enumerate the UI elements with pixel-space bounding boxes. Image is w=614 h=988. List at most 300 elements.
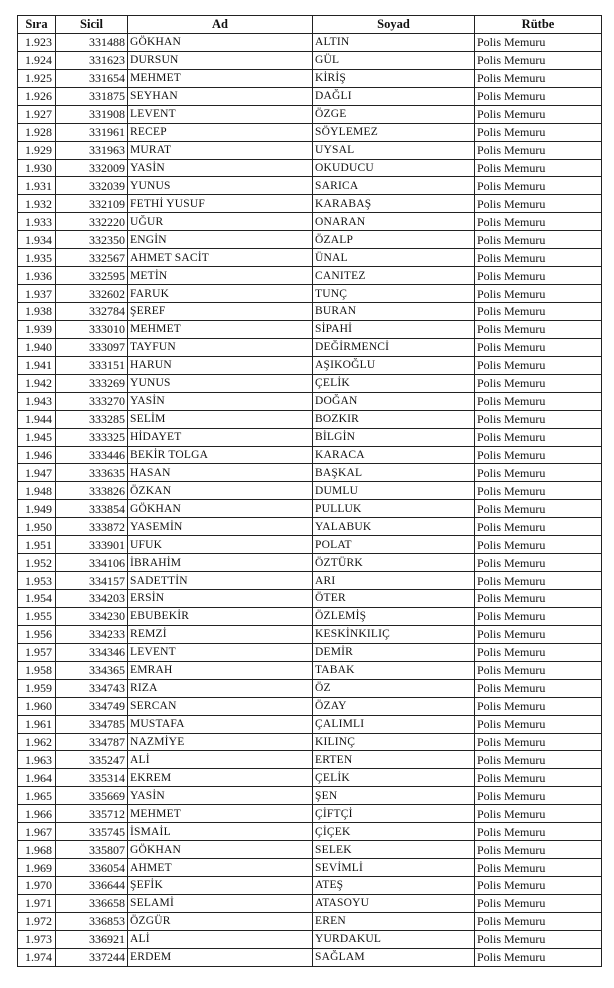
table-row bbox=[18, 303, 602, 321]
cell-rutbe: Polis Memuru bbox=[475, 894, 602, 912]
cell-rutbe: Polis Memuru bbox=[475, 930, 602, 948]
cell-sicil: 333325 bbox=[56, 428, 128, 446]
cell-sicil: 333635 bbox=[56, 464, 128, 482]
cell-sira: 1.925 bbox=[18, 69, 56, 87]
cell-sira: 1.923 bbox=[18, 33, 56, 51]
cell-ad: UFUK bbox=[128, 536, 313, 554]
cell-rutbe: Polis Memuru bbox=[475, 625, 602, 643]
cell-sicil: 331961 bbox=[56, 123, 128, 141]
table-row bbox=[18, 320, 602, 338]
cell-rutbe: Polis Memuru bbox=[475, 159, 602, 177]
cell-sira: 1.939 bbox=[18, 320, 56, 338]
table-row bbox=[18, 33, 602, 51]
cell-sira: 1.949 bbox=[18, 500, 56, 518]
cell-rutbe: Polis Memuru bbox=[475, 733, 602, 751]
cell-sira: 1.940 bbox=[18, 338, 56, 356]
cell-rutbe: Polis Memuru bbox=[475, 715, 602, 733]
cell-sira: 1.946 bbox=[18, 446, 56, 464]
cell-soyad: UYSAL bbox=[313, 141, 475, 159]
cell-soyad: ÖZ bbox=[313, 679, 475, 697]
cell-ad: ERSİN bbox=[128, 590, 313, 608]
cell-soyad: DUMLU bbox=[313, 482, 475, 500]
table-row bbox=[18, 643, 602, 661]
cell-ad: ALİ bbox=[128, 930, 313, 948]
personnel-list-sheet bbox=[17, 15, 601, 967]
cell-sicil: 334230 bbox=[56, 607, 128, 625]
cell-ad: HARUN bbox=[128, 356, 313, 374]
cell-ad: YASİN bbox=[128, 787, 313, 805]
cell-sicil: 334365 bbox=[56, 661, 128, 679]
cell-sira: 1.969 bbox=[18, 859, 56, 877]
table-row bbox=[18, 356, 602, 374]
cell-sicil: 332009 bbox=[56, 159, 128, 177]
cell-sira: 1.954 bbox=[18, 590, 56, 608]
cell-soyad: CANITEZ bbox=[313, 267, 475, 285]
cell-sira: 1.966 bbox=[18, 805, 56, 823]
cell-sira: 1.924 bbox=[18, 51, 56, 69]
cell-soyad: TUNÇ bbox=[313, 285, 475, 303]
cell-sicil: 332039 bbox=[56, 177, 128, 195]
cell-rutbe: Polis Memuru bbox=[475, 661, 602, 679]
cell-sira: 1.943 bbox=[18, 392, 56, 410]
table-row bbox=[18, 769, 602, 787]
cell-ad: FETHİ YUSUF bbox=[128, 195, 313, 213]
cell-rutbe: Polis Memuru bbox=[475, 607, 602, 625]
cell-ad: EMRAH bbox=[128, 661, 313, 679]
table-row bbox=[18, 877, 602, 895]
cell-sira: 1.958 bbox=[18, 661, 56, 679]
cell-rutbe: Polis Memuru bbox=[475, 751, 602, 769]
cell-sicil: 333901 bbox=[56, 536, 128, 554]
cell-soyad: SELEK bbox=[313, 841, 475, 859]
cell-soyad: SİPAHİ bbox=[313, 320, 475, 338]
cell-soyad: ERTEN bbox=[313, 751, 475, 769]
cell-sicil: 334203 bbox=[56, 590, 128, 608]
cell-rutbe: Polis Memuru bbox=[475, 231, 602, 249]
cell-sicil: 333151 bbox=[56, 356, 128, 374]
table-row bbox=[18, 554, 602, 572]
cell-ad: HİDAYET bbox=[128, 428, 313, 446]
cell-sicil: 334743 bbox=[56, 679, 128, 697]
cell-rutbe: Polis Memuru bbox=[475, 195, 602, 213]
cell-sira: 1.951 bbox=[18, 536, 56, 554]
table-row bbox=[18, 249, 602, 267]
cell-rutbe: Polis Memuru bbox=[475, 912, 602, 930]
cell-sira: 1.947 bbox=[18, 464, 56, 482]
cell-rutbe: Polis Memuru bbox=[475, 410, 602, 428]
cell-sicil: 332567 bbox=[56, 249, 128, 267]
cell-sicil: 334233 bbox=[56, 625, 128, 643]
cell-rutbe: Polis Memuru bbox=[475, 33, 602, 51]
cell-rutbe: Polis Memuru bbox=[475, 374, 602, 392]
cell-sicil: 332350 bbox=[56, 231, 128, 249]
cell-rutbe: Polis Memuru bbox=[475, 141, 602, 159]
table-row bbox=[18, 787, 602, 805]
cell-ad: EKREM bbox=[128, 769, 313, 787]
cell-rutbe: Polis Memuru bbox=[475, 392, 602, 410]
cell-ad: ÖZGÜR bbox=[128, 912, 313, 930]
cell-sicil: 333854 bbox=[56, 500, 128, 518]
cell-soyad: KİRİŞ bbox=[313, 69, 475, 87]
cell-sira: 1.941 bbox=[18, 356, 56, 374]
cell-sicil: 337244 bbox=[56, 948, 128, 966]
cell-sira: 1.973 bbox=[18, 930, 56, 948]
cell-soyad: KARACA bbox=[313, 446, 475, 464]
cell-sicil: 334785 bbox=[56, 715, 128, 733]
table-body bbox=[18, 33, 602, 966]
cell-sicil: 336644 bbox=[56, 877, 128, 895]
cell-ad: REMZİ bbox=[128, 625, 313, 643]
cell-ad: EBUBEKİR bbox=[128, 607, 313, 625]
cell-soyad: KARABAŞ bbox=[313, 195, 475, 213]
cell-soyad: ÖZGE bbox=[313, 105, 475, 123]
cell-sira: 1.937 bbox=[18, 285, 56, 303]
cell-ad: FARUK bbox=[128, 285, 313, 303]
table-row bbox=[18, 195, 602, 213]
cell-rutbe: Polis Memuru bbox=[475, 446, 602, 464]
cell-soyad: ÇELİK bbox=[313, 769, 475, 787]
cell-sira: 1.931 bbox=[18, 177, 56, 195]
cell-sira: 1.952 bbox=[18, 554, 56, 572]
cell-ad: RIZA bbox=[128, 679, 313, 697]
cell-sira: 1.956 bbox=[18, 625, 56, 643]
cell-ad: YASEMİN bbox=[128, 518, 313, 536]
cell-rutbe: Polis Memuru bbox=[475, 805, 602, 823]
cell-ad: İBRAHİM bbox=[128, 554, 313, 572]
table-row bbox=[18, 123, 602, 141]
cell-sira: 1.970 bbox=[18, 877, 56, 895]
cell-soyad: POLAT bbox=[313, 536, 475, 554]
cell-rutbe: Polis Memuru bbox=[475, 679, 602, 697]
cell-sira: 1.953 bbox=[18, 572, 56, 590]
cell-ad: YUNUS bbox=[128, 374, 313, 392]
table-row bbox=[18, 841, 602, 859]
cell-ad: LEVENT bbox=[128, 105, 313, 123]
cell-soyad: SEVİMLİ bbox=[313, 859, 475, 877]
cell-soyad: YURDAKUL bbox=[313, 930, 475, 948]
cell-rutbe: Polis Memuru bbox=[475, 338, 602, 356]
table-row bbox=[18, 607, 602, 625]
table-row bbox=[18, 572, 602, 590]
cell-sicil: 331488 bbox=[56, 33, 128, 51]
cell-ad: SEYHAN bbox=[128, 87, 313, 105]
cell-ad: AHMET SACİT bbox=[128, 249, 313, 267]
cell-soyad: ÖZAY bbox=[313, 697, 475, 715]
cell-rutbe: Polis Memuru bbox=[475, 590, 602, 608]
cell-soyad: KESKİNKILIÇ bbox=[313, 625, 475, 643]
cell-sicil: 333446 bbox=[56, 446, 128, 464]
cell-sicil: 331908 bbox=[56, 105, 128, 123]
cell-sira: 1.959 bbox=[18, 679, 56, 697]
table-row bbox=[18, 338, 602, 356]
header-sicil: Sicil bbox=[56, 16, 128, 34]
cell-ad: ŞEFİK bbox=[128, 877, 313, 895]
cell-sira: 1.974 bbox=[18, 948, 56, 966]
table-row bbox=[18, 267, 602, 285]
cell-ad: YUNUS bbox=[128, 177, 313, 195]
cell-ad: İSMAİL bbox=[128, 823, 313, 841]
cell-sira: 1.926 bbox=[18, 87, 56, 105]
cell-ad: LEVENT bbox=[128, 643, 313, 661]
header-rutbe: Rütbe bbox=[475, 16, 602, 34]
header-soyad: Soyad bbox=[313, 16, 475, 34]
cell-soyad: AŞIKOĞLU bbox=[313, 356, 475, 374]
cell-sira: 1.968 bbox=[18, 841, 56, 859]
cell-soyad: DEMİR bbox=[313, 643, 475, 661]
cell-rutbe: Polis Memuru bbox=[475, 464, 602, 482]
cell-sira: 1.948 bbox=[18, 482, 56, 500]
table-row bbox=[18, 679, 602, 697]
cell-rutbe: Polis Memuru bbox=[475, 249, 602, 267]
table-row bbox=[18, 285, 602, 303]
cell-soyad: BİLGİN bbox=[313, 428, 475, 446]
cell-ad: MURAT bbox=[128, 141, 313, 159]
cell-soyad: ÖTER bbox=[313, 590, 475, 608]
cell-sicil: 333269 bbox=[56, 374, 128, 392]
cell-sira: 1.971 bbox=[18, 894, 56, 912]
cell-sicil: 333270 bbox=[56, 392, 128, 410]
cell-ad: HASAN bbox=[128, 464, 313, 482]
cell-sicil: 335712 bbox=[56, 805, 128, 823]
cell-rutbe: Polis Memuru bbox=[475, 285, 602, 303]
table-row bbox=[18, 500, 602, 518]
cell-soyad: DEĞİRMENCİ bbox=[313, 338, 475, 356]
cell-ad: YASİN bbox=[128, 159, 313, 177]
table-row bbox=[18, 213, 602, 231]
cell-soyad: ÜNAL bbox=[313, 249, 475, 267]
cell-rutbe: Polis Memuru bbox=[475, 697, 602, 715]
table-row bbox=[18, 105, 602, 123]
cell-rutbe: Polis Memuru bbox=[475, 643, 602, 661]
cell-sira: 1.962 bbox=[18, 733, 56, 751]
table-row bbox=[18, 536, 602, 554]
table-row bbox=[18, 930, 602, 948]
cell-sicil: 335669 bbox=[56, 787, 128, 805]
cell-rutbe: Polis Memuru bbox=[475, 769, 602, 787]
cell-soyad: BURAN bbox=[313, 303, 475, 321]
cell-soyad: SÖYLEMEZ bbox=[313, 123, 475, 141]
cell-ad: TAYFUN bbox=[128, 338, 313, 356]
cell-sicil: 333010 bbox=[56, 320, 128, 338]
cell-sicil: 333826 bbox=[56, 482, 128, 500]
cell-soyad: ÖZTÜRK bbox=[313, 554, 475, 572]
personnel-table bbox=[17, 15, 602, 967]
cell-soyad: SAĞLAM bbox=[313, 948, 475, 966]
cell-rutbe: Polis Memuru bbox=[475, 123, 602, 141]
cell-ad: ERDEM bbox=[128, 948, 313, 966]
cell-sicil: 331875 bbox=[56, 87, 128, 105]
table-row bbox=[18, 715, 602, 733]
cell-sicil: 334346 bbox=[56, 643, 128, 661]
cell-ad: RECEP bbox=[128, 123, 313, 141]
cell-sicil: 332784 bbox=[56, 303, 128, 321]
table-row bbox=[18, 733, 602, 751]
cell-sira: 1.938 bbox=[18, 303, 56, 321]
cell-sira: 1.936 bbox=[18, 267, 56, 285]
table-row bbox=[18, 590, 602, 608]
cell-ad: SADETTİN bbox=[128, 572, 313, 590]
table-row bbox=[18, 231, 602, 249]
cell-soyad: SARICA bbox=[313, 177, 475, 195]
cell-soyad: DOĞAN bbox=[313, 392, 475, 410]
cell-sicil: 332109 bbox=[56, 195, 128, 213]
cell-rutbe: Polis Memuru bbox=[475, 267, 602, 285]
cell-soyad: TABAK bbox=[313, 661, 475, 679]
table-row bbox=[18, 87, 602, 105]
cell-soyad: ÇALIMLI bbox=[313, 715, 475, 733]
cell-rutbe: Polis Memuru bbox=[475, 213, 602, 231]
cell-soyad: OKUDUCU bbox=[313, 159, 475, 177]
cell-rutbe: Polis Memuru bbox=[475, 554, 602, 572]
cell-soyad: EREN bbox=[313, 912, 475, 930]
cell-soyad: ÖZALP bbox=[313, 231, 475, 249]
cell-rutbe: Polis Memuru bbox=[475, 841, 602, 859]
cell-rutbe: Polis Memuru bbox=[475, 356, 602, 374]
table-row bbox=[18, 410, 602, 428]
cell-sicil: 331623 bbox=[56, 51, 128, 69]
cell-sicil: 334157 bbox=[56, 572, 128, 590]
table-row bbox=[18, 69, 602, 87]
cell-soyad: GÜL bbox=[313, 51, 475, 69]
cell-ad: ÖZKAN bbox=[128, 482, 313, 500]
cell-sicil: 334787 bbox=[56, 733, 128, 751]
cell-sicil: 332595 bbox=[56, 267, 128, 285]
cell-ad: BEKİR TOLGA bbox=[128, 446, 313, 464]
cell-soyad: BAŞKAL bbox=[313, 464, 475, 482]
table-row bbox=[18, 177, 602, 195]
table-row bbox=[18, 912, 602, 930]
cell-ad: YASİN bbox=[128, 392, 313, 410]
cell-sicil: 336853 bbox=[56, 912, 128, 930]
cell-ad: GÖKHAN bbox=[128, 500, 313, 518]
cell-sicil: 331963 bbox=[56, 141, 128, 159]
cell-sira: 1.955 bbox=[18, 607, 56, 625]
cell-rutbe: Polis Memuru bbox=[475, 787, 602, 805]
cell-sira: 1.933 bbox=[18, 213, 56, 231]
cell-soyad: PULLUK bbox=[313, 500, 475, 518]
cell-rutbe: Polis Memuru bbox=[475, 948, 602, 966]
cell-ad: SERCAN bbox=[128, 697, 313, 715]
cell-sicil: 336921 bbox=[56, 930, 128, 948]
table-row bbox=[18, 446, 602, 464]
cell-sicil: 335807 bbox=[56, 841, 128, 859]
cell-soyad: ÖZLEMİŞ bbox=[313, 607, 475, 625]
cell-sira: 1.928 bbox=[18, 123, 56, 141]
cell-sicil: 335247 bbox=[56, 751, 128, 769]
cell-soyad: YALABUK bbox=[313, 518, 475, 536]
cell-soyad: BOZKIR bbox=[313, 410, 475, 428]
table-row bbox=[18, 482, 602, 500]
cell-soyad: ATEŞ bbox=[313, 877, 475, 895]
cell-sira: 1.944 bbox=[18, 410, 56, 428]
cell-soyad: ATASOYU bbox=[313, 894, 475, 912]
cell-sira: 1.967 bbox=[18, 823, 56, 841]
cell-rutbe: Polis Memuru bbox=[475, 877, 602, 895]
cell-rutbe: Polis Memuru bbox=[475, 177, 602, 195]
cell-soyad: ÇİFTÇİ bbox=[313, 805, 475, 823]
cell-sira: 1.960 bbox=[18, 697, 56, 715]
table-row bbox=[18, 661, 602, 679]
cell-ad: AHMET bbox=[128, 859, 313, 877]
cell-ad: MEHMET bbox=[128, 69, 313, 87]
cell-sira: 1.972 bbox=[18, 912, 56, 930]
cell-sira: 1.945 bbox=[18, 428, 56, 446]
cell-soyad: ŞEN bbox=[313, 787, 475, 805]
cell-sicil: 336658 bbox=[56, 894, 128, 912]
table-row bbox=[18, 141, 602, 159]
cell-rutbe: Polis Memuru bbox=[475, 572, 602, 590]
table-row bbox=[18, 159, 602, 177]
cell-rutbe: Polis Memuru bbox=[475, 482, 602, 500]
cell-sicil: 332220 bbox=[56, 213, 128, 231]
table-row bbox=[18, 625, 602, 643]
cell-soyad: ARI bbox=[313, 572, 475, 590]
table-row bbox=[18, 894, 602, 912]
cell-ad: ŞEREF bbox=[128, 303, 313, 321]
cell-sira: 1.964 bbox=[18, 769, 56, 787]
cell-ad: METİN bbox=[128, 267, 313, 285]
table-row bbox=[18, 948, 602, 966]
cell-soyad: ALTIN bbox=[313, 33, 475, 51]
cell-rutbe: Polis Memuru bbox=[475, 87, 602, 105]
cell-soyad: DAĞLI bbox=[313, 87, 475, 105]
cell-ad: DURSUN bbox=[128, 51, 313, 69]
cell-sira: 1.957 bbox=[18, 643, 56, 661]
cell-sicil: 333285 bbox=[56, 410, 128, 428]
cell-sicil: 334749 bbox=[56, 697, 128, 715]
cell-sira: 1.963 bbox=[18, 751, 56, 769]
cell-sicil: 335745 bbox=[56, 823, 128, 841]
cell-sira: 1.950 bbox=[18, 518, 56, 536]
cell-sicil: 335314 bbox=[56, 769, 128, 787]
cell-sira: 1.932 bbox=[18, 195, 56, 213]
cell-ad: GÖKHAN bbox=[128, 33, 313, 51]
table-row bbox=[18, 392, 602, 410]
cell-ad: MEHMET bbox=[128, 320, 313, 338]
cell-rutbe: Polis Memuru bbox=[475, 428, 602, 446]
table-row bbox=[18, 805, 602, 823]
table-row bbox=[18, 823, 602, 841]
table-row bbox=[18, 697, 602, 715]
cell-ad: ALİ bbox=[128, 751, 313, 769]
cell-rutbe: Polis Memuru bbox=[475, 320, 602, 338]
cell-ad: NAZMİYE bbox=[128, 733, 313, 751]
cell-sicil: 331654 bbox=[56, 69, 128, 87]
table-row bbox=[18, 464, 602, 482]
table-header-row bbox=[18, 16, 602, 34]
cell-sira: 1.929 bbox=[18, 141, 56, 159]
table-row bbox=[18, 374, 602, 392]
table-row bbox=[18, 51, 602, 69]
table-row bbox=[18, 428, 602, 446]
cell-rutbe: Polis Memuru bbox=[475, 69, 602, 87]
table-row bbox=[18, 518, 602, 536]
cell-rutbe: Polis Memuru bbox=[475, 518, 602, 536]
table-row bbox=[18, 859, 602, 877]
cell-sira: 1.965 bbox=[18, 787, 56, 805]
cell-rutbe: Polis Memuru bbox=[475, 303, 602, 321]
cell-rutbe: Polis Memuru bbox=[475, 823, 602, 841]
cell-sicil: 336054 bbox=[56, 859, 128, 877]
cell-ad: ENGİN bbox=[128, 231, 313, 249]
cell-sira: 1.961 bbox=[18, 715, 56, 733]
cell-ad: MUSTAFA bbox=[128, 715, 313, 733]
cell-sicil: 333097 bbox=[56, 338, 128, 356]
cell-rutbe: Polis Memuru bbox=[475, 859, 602, 877]
cell-rutbe: Polis Memuru bbox=[475, 500, 602, 518]
table-row bbox=[18, 751, 602, 769]
cell-sira: 1.930 bbox=[18, 159, 56, 177]
